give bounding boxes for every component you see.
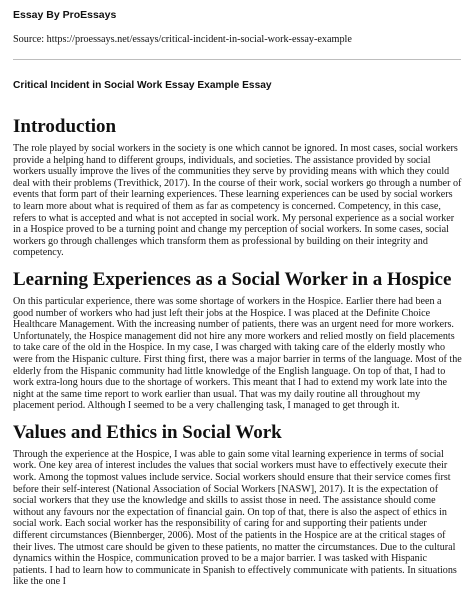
header-divider [13,59,461,60]
source-line: Source: https://proessays.net/essays/critical-incident-in-social-work-essay-example [13,34,352,45]
section-paragraph: On this particular experience, there was some shortage of workers in the Hospice. Earlier there had been a good number of workers who had just left their jobs at the Hospice. I was placed at the Definite Choice Healthcare Management. With the increasing number of patients, there was an urgent need for more workers. Unfortunately, the Hospice management did not hire any more workers and relied mostly on field placements to take care of the old in the Hospice. In my case, I was charged with taking care of the elderly mostly who were from the Hispanic culture. First thing first, there was a major barrier in terms of the language. Most of the elderly from the Hispanic community had little knowledge of the English language. On top of that, I had to work extra-long hours due to the shortage of workers. This meant that I had to extend my work late into the night at the same time report to work earlier than usual. That was my daily routine all throughout my placement period. Although I seemed to be a very challenging task, I managed to get through it. [13,295,462,412]
section-introduction [13,116,462,259]
byline: Essay By ProEssays [13,9,117,21]
section-paragraph: The role played by social workers in the society is one which cannot be ignored. In most cases, social workers provide a helping hand to different groups, individuals, and societies. The assistance provided by social workers usually improve the lives of the communities they serve by providing means with which they could deal with their problems (Trevithick, 2017). In the course of their work, social workers go through a number of events that form part of their learning experiences. These learning experiences can be used by social workers to learn more about what is required of them as far as competency is concerned. Competency, in this case, refers to what is accepted and what is not accepted in social work. My personal experience as a social worker in a Hospice proved to be a turning point and change my perception of social workers. In some cases, social workers go through challenges which transform them as professional by building on their integrity and competency. [13,143,462,259]
section-paragraph: Through the experience at the Hospice, I was able to gain some vital learning experience in terms of social work. One key area of interest includes the values that social workers must have to effectively execute their work. Among the topmost values include service. Social workers should ensure that their service comes first before their self-interest (National Association of Social Workers [NASW], 2017). It is the expectation of social workers that they use the knowledge and skills to assist those in need. The assistance should come without any favours nor the expectation of financial gain. On top of that, there is also the aspect of ethics in social work. Each social worker has the responsibility of caring for and supporting their patients under different circumstances (Biennberger, 2006). Most of the patients in the Hospice are at the critical stages of their lives. The utmost care should be given to these patients, no matter the circumstances. Due to the cultural dynamics within the Hospice, communication proved to be a major barrier. I was tasked with Hispanic patients. I had to learn how to communicate in Spanish to effectively communicate with patients. In situations like the one I [13,448,457,588]
section-heading: Values and Ethics in Social Work [13,421,282,443]
section-learning-experiences [13,269,462,412]
section-values-ethics [13,422,462,588]
essay-body [13,112,462,598]
section-heading: Introduction [13,116,117,137]
essay-title: Critical Incident in Social Work Essay Example Essay [13,80,272,91]
section-heading: Learning Experiences as a Social Worker in a Hospice [13,268,452,290]
